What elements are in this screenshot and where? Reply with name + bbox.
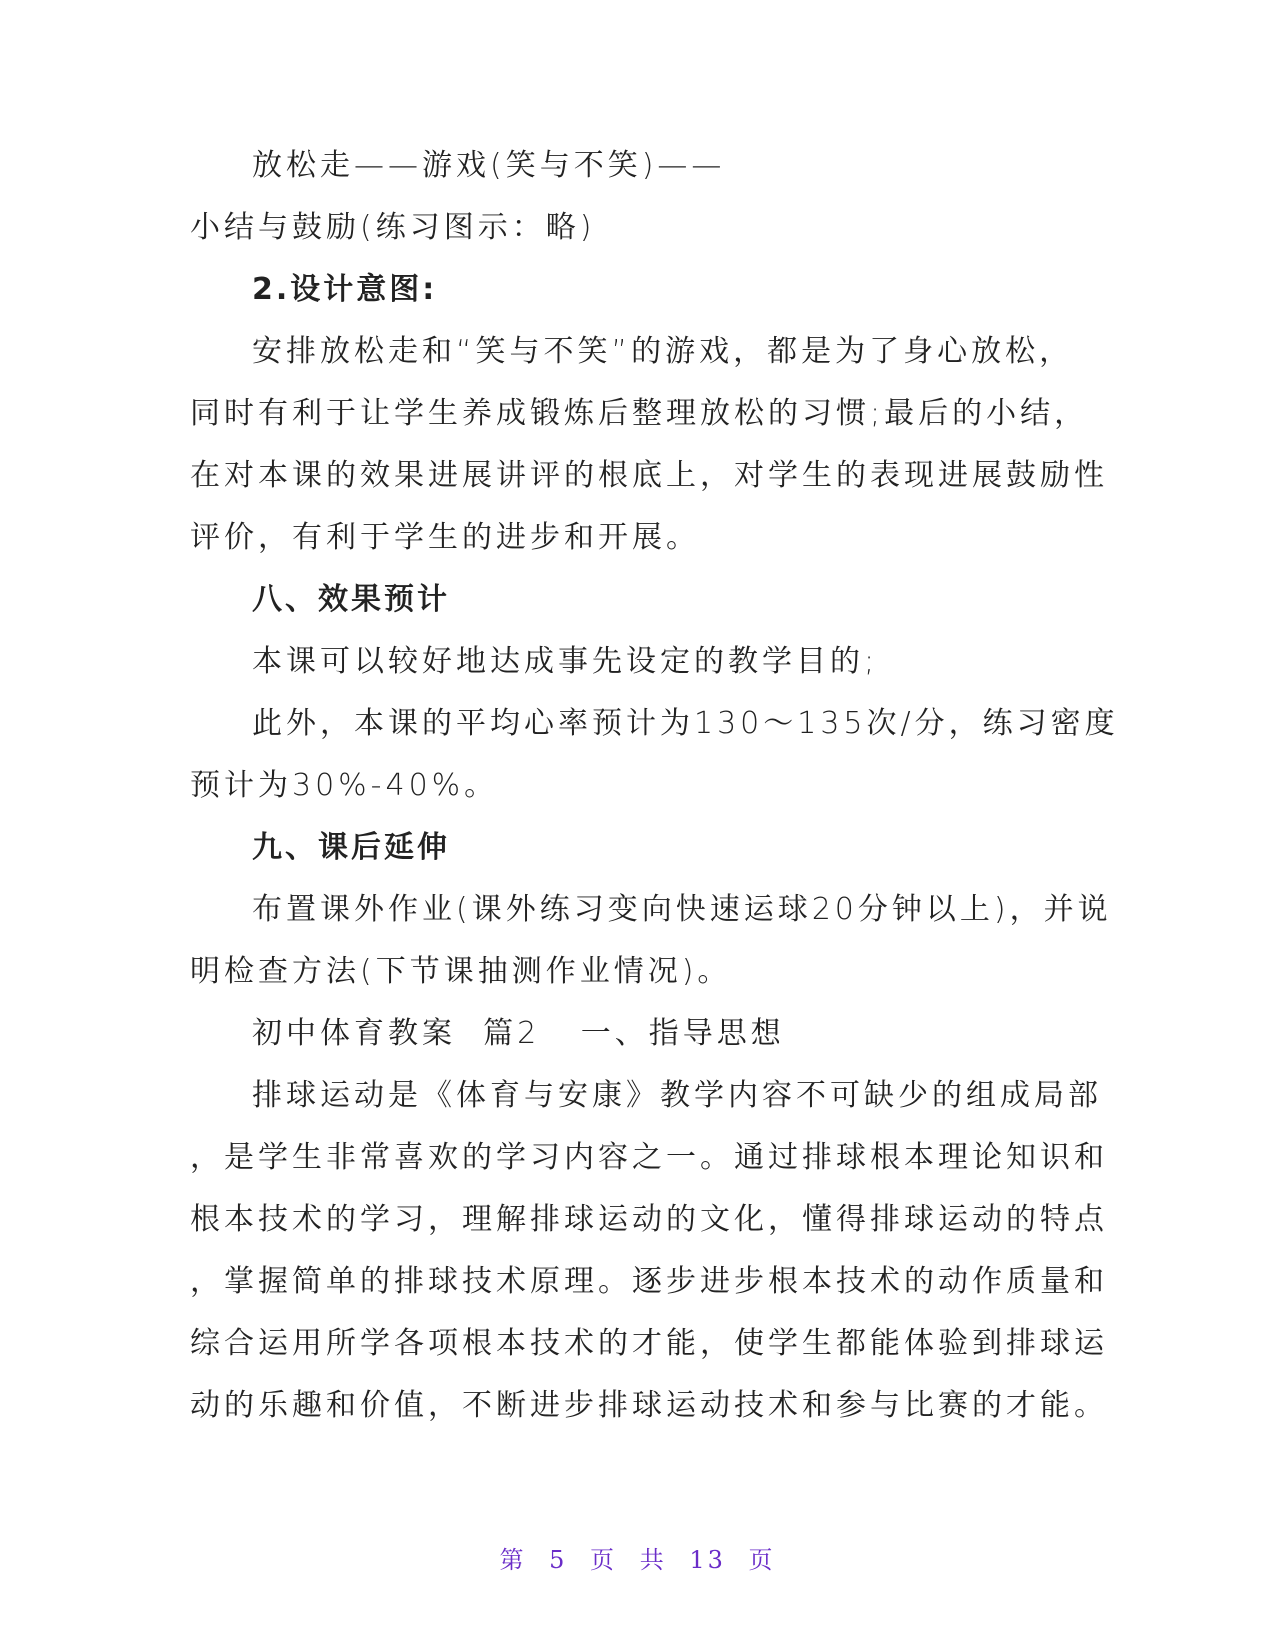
text-line: ，是学生非常喜欢的学习内容之一。通过排球根本理论知识和 xyxy=(190,1140,1108,1175)
text-line: 动的乐趣和价值，不断进步排球运动技术和参与比赛的才能。 xyxy=(190,1388,1108,1423)
total-page-number: 13 xyxy=(689,1546,726,1574)
text-line: 明检查方法(下节课抽测作业情况)。 xyxy=(190,954,732,989)
text-line: 放松走——游戏(笑与不笑)—— xyxy=(252,148,726,183)
text-line: 布置课外作业(课外练习变向快速运球20分钟以上)，并说 xyxy=(252,892,1112,927)
text-line: ，掌握简单的排球技术原理。逐步进步根本技术的动作质量和 xyxy=(190,1264,1108,1299)
footer-label-di: 第 xyxy=(499,1546,527,1574)
footer-label-gong: 共 xyxy=(639,1546,667,1574)
section-heading: 八、效果预计 xyxy=(252,582,450,617)
text-line: 小结与鼓励(练习图示：略) xyxy=(190,210,596,245)
text-line: 综合运用所学各项根本技术的才能，使学生都能体验到排球运 xyxy=(190,1326,1108,1361)
text-line: 安排放松走和“笑与不笑”的游戏，都是为了身心放松， xyxy=(252,334,1074,369)
current-page-number: 5 xyxy=(549,1546,568,1574)
text-line: 同时有利于让学生养成锻炼后整理放松的习惯;最后的小结， xyxy=(190,396,1089,431)
footer-label-ye-2: 页 xyxy=(748,1546,776,1574)
section-heading: 九、课后延伸 xyxy=(252,830,450,865)
footer-label-ye: 页 xyxy=(590,1546,618,1574)
text-line: 本课可以较好地达成事先设定的教学目的; xyxy=(252,644,879,679)
text-line: 在对本课的效果进展讲评的根底上，对学生的表现进展鼓励性 xyxy=(190,458,1108,493)
text-line: 评价，有利于学生的进步和开展。 xyxy=(190,520,700,555)
text-line: 预计为30%-40%。 xyxy=(190,768,499,803)
text-line: 根本技术的学习，理解排球运动的文化，懂得排球运动的特点 xyxy=(190,1202,1108,1237)
section-heading: 2.设计意图: xyxy=(252,272,438,307)
text-line: 此外，本课的平均心率预计为130～135次/分，练习密度 xyxy=(252,706,1119,741)
text-line: 排球运动是《体育与安康》教学内容不可缺少的组成局部 xyxy=(252,1078,1102,1113)
text-line: 初中体育教案 篇2 一、指导思想 xyxy=(252,1016,785,1051)
page-footer xyxy=(0,1540,1275,1575)
